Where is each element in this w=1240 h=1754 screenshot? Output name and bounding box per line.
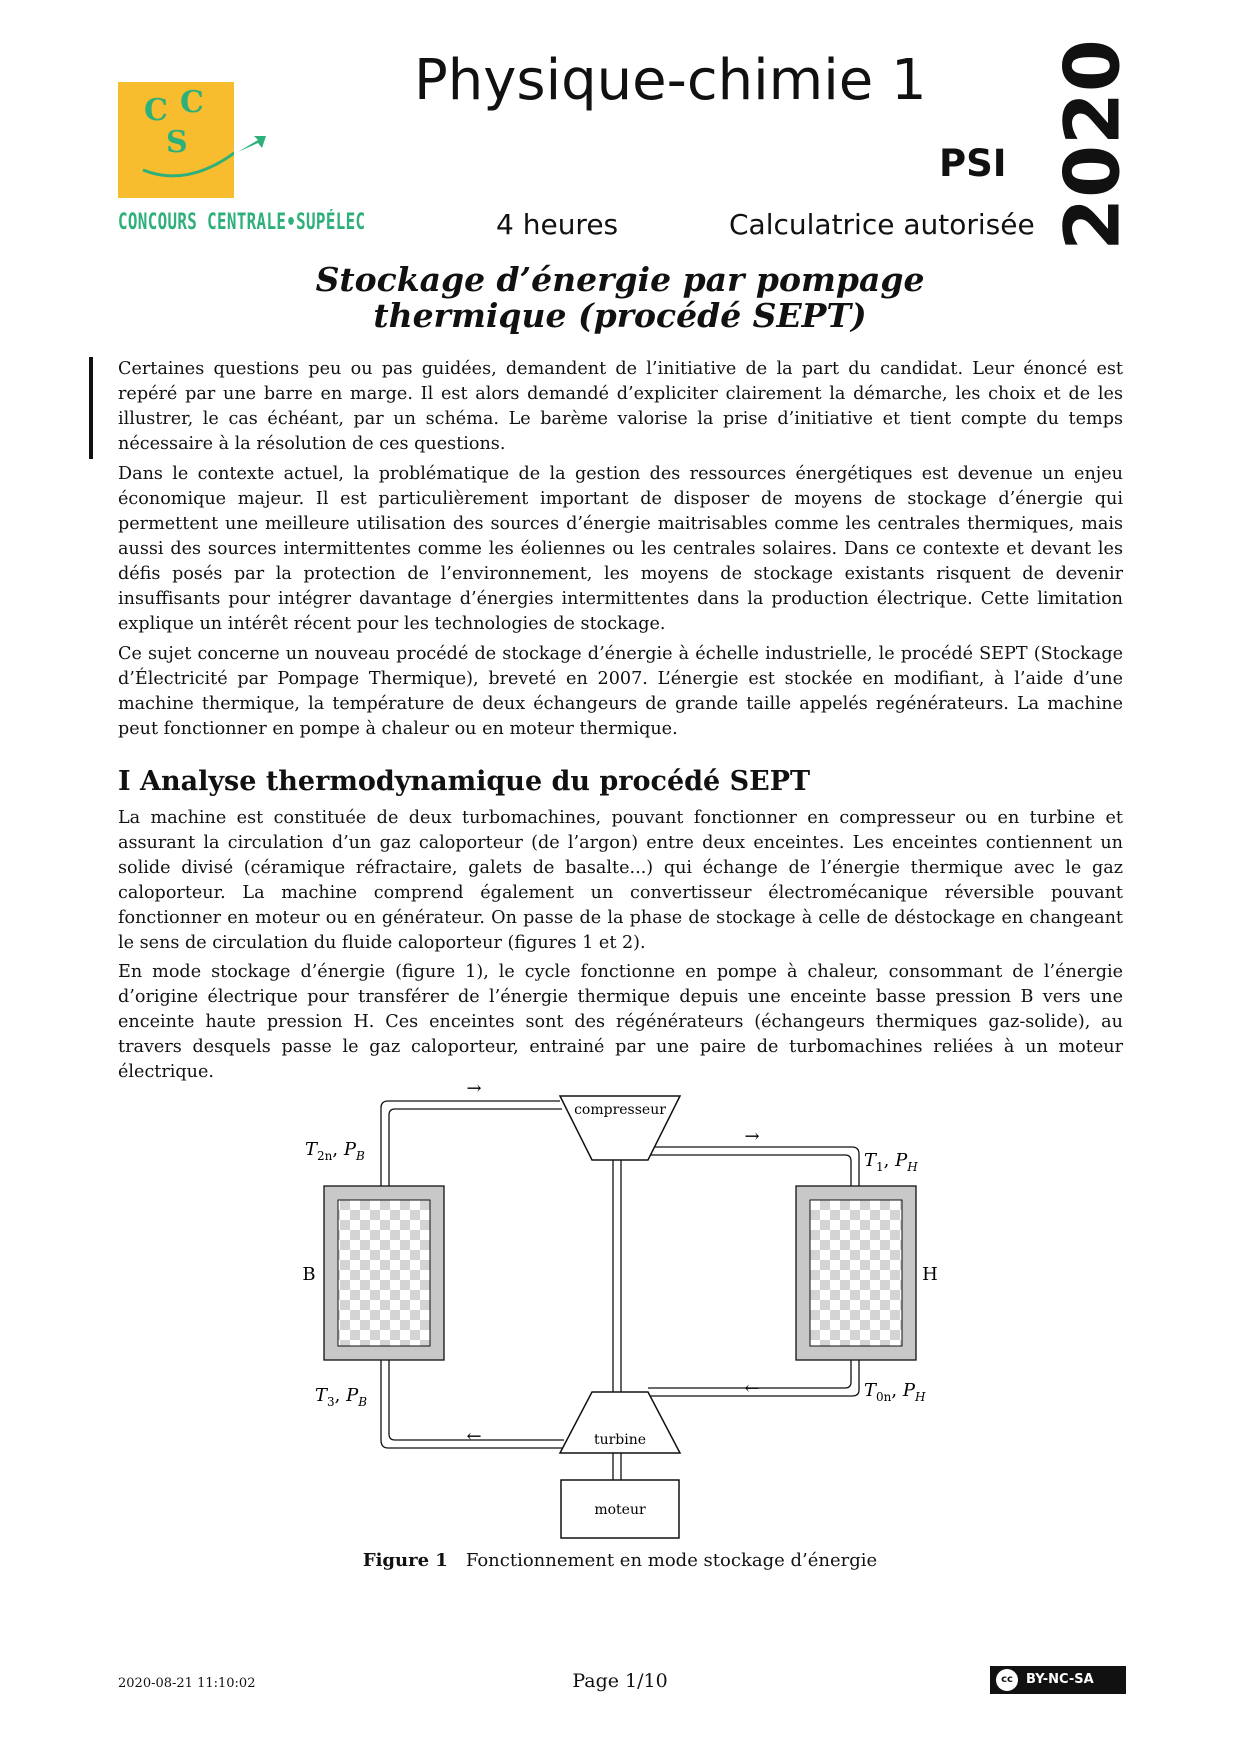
logo-letter-c1: C [144,93,168,128]
enclosure-b [324,1186,444,1360]
exam-title: Physique-chimie 1 [414,48,927,113]
license-badge [990,1666,1126,1694]
logo-letter-c2: C [180,85,204,120]
flow-arrow-bottom-right: ← [744,1378,760,1399]
year-label [1047,39,1137,251]
logo-box [118,82,234,198]
turbine-label: turbine [593,1432,647,1448]
turbine [560,1392,680,1453]
figure-1-caption-label: Figure 1 [362,1550,448,1571]
track-label: PSI [939,142,1007,185]
footer-timestamp: 2020-08-21 11:10:02 [118,1676,256,1691]
flow-arrow-top-left: → [466,1078,482,1099]
calculator-label: Calculatrice autorisée [729,208,1035,241]
compressor [560,1096,680,1160]
section-title: I Analyse thermodynamique du procédé SEPT [118,766,811,797]
enclosure-h [796,1186,916,1360]
subject-line-2: thermique (procédé SEPT) [373,296,867,335]
intro-paragraph-2: Dans le contexte actuel, la problématique de la gestion des ressources énergétiques est devenue un enjeu économique majeur. Il est particulièrement important de disposer de moyens de stockage d’énergie qui permettent une meilleure utilisation des sources d’énergie maitrisables comme les centrales thermiques, mais aussi des sources intermittentes comme les éoliennes ou les centrales solaires. Dans ce contexte et devant les défis posés par la protection de l’environnement, les moyens de stockage existants risquent de devenir insuffisants pour intégrer davantage d’énergies intermittentes dans la production électrique. Cette limitation explique un intérêt récent pour les technologies de stockage. [118,464,1123,634]
flow-arrow-top-right: → [744,1126,760,1147]
intro-paragraph-1: Certaines questions peu ou pas guidées, demandent de l’initiative de la part du candidat. Leur énoncé est repéré par une barre en marge. Il est alors demandé d’expliciter clairement la démarche, les choix et de les illustrer, le cas échéant, par un schéma. Le barème valorise la prise d’initiative et tient compte du temps nécessaire à la résolution de ces questions. [118,359,1123,454]
state-3-label: $T_3$, $P_B$ [315,1385,368,1409]
motor-label: moteur [594,1502,646,1518]
figure-1-diagram [0,1075,1240,1545]
logo-text: CONCOURS CENTRALE•SUPÉLEC [118,210,366,235]
state-0n-label: $T_{0n}$, $P_H$ [864,1380,926,1404]
flow-arrow-bottom-left: ← [466,1426,482,1447]
cc-icon: cc [996,1669,1018,1691]
initiative-margin-bar [89,357,93,459]
logo-letter-s: S [166,125,188,160]
intro-paragraph-3: Ce sujet concerne un nouveau procédé de stockage d’énergie à échelle industrielle, le procédé SEPT (Stockage d’Électricité par Pompage Thermique), breveté en 2007. L’énergie est stockée en modifiant, à l’aide d’une machine thermique, la température de deux échangeurs de grande taille appelés regénérateurs. La machine peut fonctionner en pompe à chaleur ou en moteur thermique. [118,644,1123,739]
figure-1-caption-text: Fonctionnement en mode stockage d’énergie [465,1550,878,1571]
logo-swoosh [143,142,234,176]
motor [561,1480,679,1538]
state-1-label: $T_1$, $P_H$ [864,1150,918,1174]
figure-1-caption [0,1550,1240,1571]
logo-arrow-icon [238,134,268,158]
year-text: 2020 [1047,39,1137,251]
subject-title [250,262,990,334]
duration-label: 4 heures [496,208,619,241]
footer-page-number: Page 1/10 [572,1670,668,1692]
compressor-label: compresseur [574,1102,666,1118]
enclosure-h-label: H [922,1264,938,1285]
license-text: BY-NC-SA [1026,1672,1094,1687]
enclosure-b-label: B [302,1264,316,1285]
section-paragraph-1: La machine est constituée de deux turbomachines, pouvant fonctionner en compresseur ou en turbine et assurant la circulation d’un gaz caloporteur (de l’argon) entre deux enceintes. Les enceintes contiennent un solide divisé (céramique réfractaire, galets de basalte...) qui échange de l’énergie thermique avec le gaz caloporteur. La machine comprend également un convertisseur électromécanique réversible pouvant fonctionner en moteur ou en générateur. On passe de la phase de stockage à celle de déstockage en changeant le sens de circulation du fluide caloporteur (figures 1 et 2). [118,808,1123,953]
state-2n-label: $T_{2n}$, $P_B$ [305,1139,365,1163]
logo-graphic [118,82,234,198]
section-paragraph-2: En mode stockage d’énergie (figure 1), le cycle fonctionne en pompe à chaleur, consommant de l’énergie d’origine électrique pour transférer de l’énergie thermique depuis une enceinte basse pression B vers une enceinte haute pression H. Ces enceintes sont des régénérateurs (échangeurs thermiques gaz-solide), au travers desquels passe le gaz caloporteur, entrainé par une paire de turbomachines reliées à un moteur électrique. [118,962,1123,1082]
subject-line-1: Stockage d’énergie par pompage [315,260,925,299]
